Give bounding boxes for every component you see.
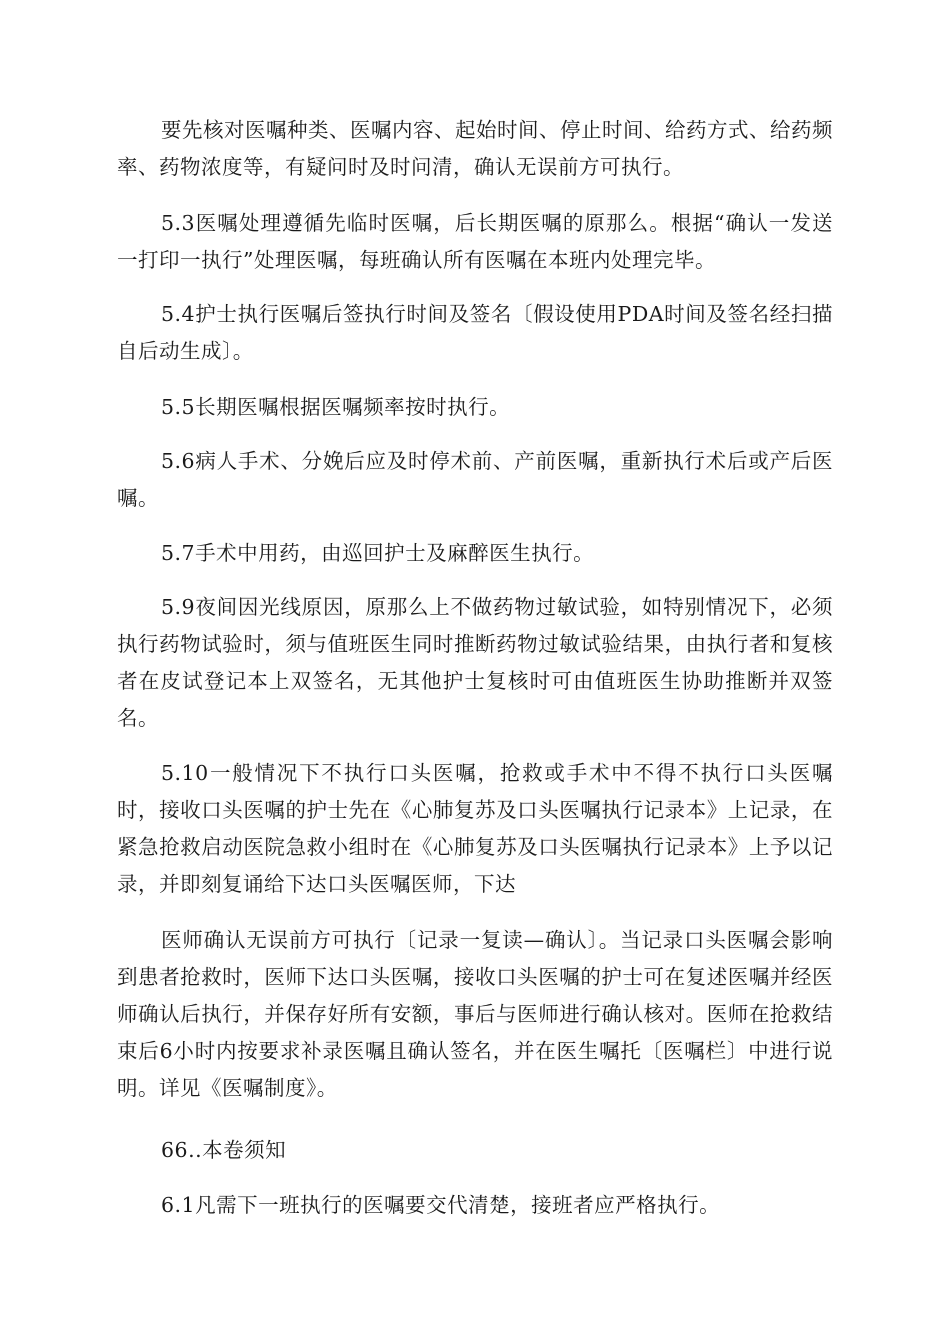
paragraph-5-7: 5.7手术中用药，由巡回护士及麻醉医生执行。 [161, 541, 595, 565]
section-heading-6: 66..本卷须知 [161, 1138, 287, 1162]
paragraph-5-5: 5.5长期医嘱根据医嘱频率按时执行。 [161, 395, 511, 419]
paragraph-1: 要先核对医嘱种类、医嘱内容、起始时间、停止时间、给药方式、给药频率、药物浓度等，有疑问时及时问清，确认无误前方可执行。 [117, 118, 833, 179]
paragraph-5-10: 5.10一般情况下不执行口头医嘱，抢救或手术中不得不执行口头医嘱时，接收口头医嘱的护士先在《心肺复苏及口头医嘱执行记录本》上记录，在紧急抢救启动医院急救小组时在《心肺复苏及口头医嘱执行记录本》上予以记录，并即刻复诵给下达口头医嘱医师，下达 [117, 761, 833, 896]
paragraph-6-1: 6.1凡需下一班执行的医嘱要交代清楚，接班者应严格执行。 [161, 1193, 721, 1217]
paragraph-5-9: 5.9夜间因光线原因，原那么上不做药物过敏试验，如特别情况下，必须执行药物试验时，须与值班医生同时推断药物过敏试验结果，由执行者和复核者在皮试登记本上双签名，无其他护士复核时可由值班医生协助推断并双签名。 [117, 595, 833, 730]
paragraph-continuation: 医师确认无误前方可执行〔记录一复读—确认〕。当记录口头医嘱会影响到患者抢救时，医师下达口头医嘱，接收口头医嘱的护士可在复述医嘱并经医师确认后执行，并保存好所有安额，事后与医师进行确认核对。医师在抢救结束后6小时内按要求补录医嘱且确认签名，并在医生嘱托〔医嘱栏〕中进行说明。详见《医嘱制度》。 [117, 928, 833, 1100]
paragraph-5-3: 5.3医嘱处理遵循先临时医嘱，后长期医嘱的原那么。根据“确认一发送一打印一执行”处理医嘱，每班确认所有医嘱在本班内处理完毕。 [117, 211, 833, 272]
paragraph-5-6: 5.6病人手术、分娩后应及时停术前、产前医嘱，重新执行术后或产后医嘱。 [117, 449, 833, 510]
paragraph-5-4: 5.4护士执行医嘱后签执行时间及签名〔假设使用PDA时间及签名经扫描自后动生成〕。 [117, 302, 833, 363]
